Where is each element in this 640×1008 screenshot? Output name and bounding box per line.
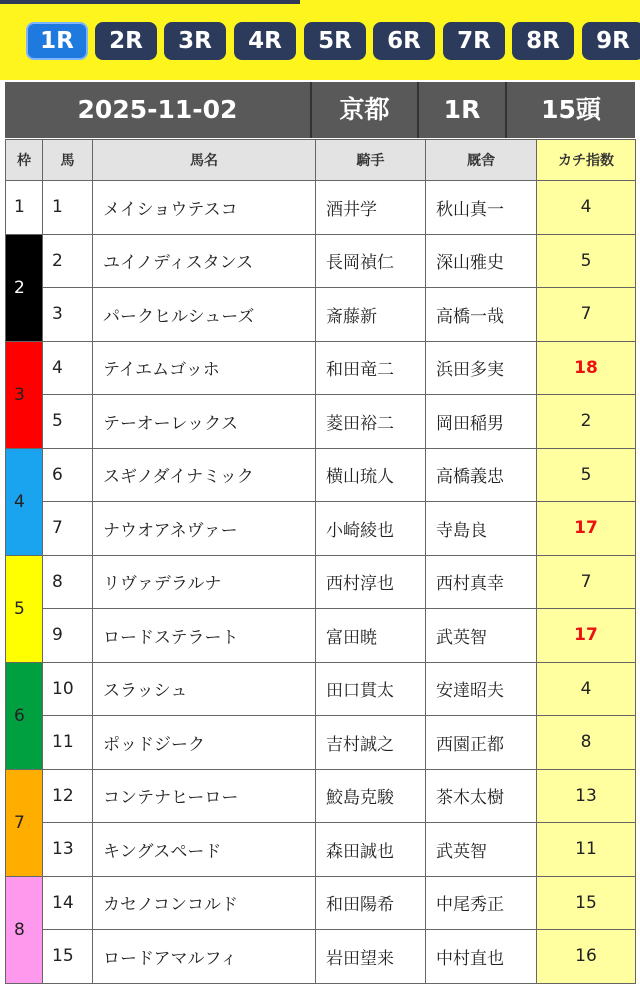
waku-cell: 4 xyxy=(6,448,43,555)
kachi-index-cell: 7 xyxy=(537,555,636,609)
kachi-index-cell: 8 xyxy=(537,716,636,770)
horse-number-cell: 7 xyxy=(43,502,93,556)
jockey-cell: 長岡禎仁 xyxy=(316,234,426,288)
trainer-cell: 深山雅史 xyxy=(426,234,537,288)
table-row[interactable] xyxy=(6,930,636,984)
table-header-row xyxy=(6,140,636,181)
horse-name-cell: ナウオアネヴァー xyxy=(93,502,316,556)
waku-cell: 1 xyxy=(6,181,43,235)
entries-body xyxy=(6,181,636,984)
kachi-index-cell: 17 xyxy=(537,609,636,663)
trainer-cell: 武英智 xyxy=(426,823,537,877)
kachi-index-cell: 13 xyxy=(537,769,636,823)
table-row[interactable] xyxy=(6,609,636,663)
race-tab-2r[interactable]: 2R xyxy=(95,22,157,60)
trainer-cell: 武英智 xyxy=(426,609,537,663)
table-row[interactable] xyxy=(6,341,636,395)
kachi-index-cell: 15 xyxy=(537,876,636,930)
horse-name-cell: テイエムゴッホ xyxy=(93,341,316,395)
race-venue: 京都 xyxy=(310,82,417,138)
jockey-cell: 西村淳也 xyxy=(316,555,426,609)
entries-table xyxy=(5,139,636,984)
horse-name-cell: カセノコンコルド xyxy=(93,876,316,930)
trainer-cell: 西園正都 xyxy=(426,716,537,770)
horse-name-cell: メイショウテスコ xyxy=(93,181,316,235)
horse-number-cell: 12 xyxy=(43,769,93,823)
table-row[interactable] xyxy=(6,395,636,449)
jockey-cell: 斎藤新 xyxy=(316,288,426,342)
horse-name-cell: ポッドジーク xyxy=(93,716,316,770)
trainer-cell: 中村直也 xyxy=(426,930,537,984)
horse-number-cell: 5 xyxy=(43,395,93,449)
table-row[interactable] xyxy=(6,448,636,502)
horse-number-cell: 15 xyxy=(43,930,93,984)
race-tab-bar xyxy=(0,0,640,80)
race-tab-5r[interactable]: 5R xyxy=(304,22,366,60)
horse-name-cell: コンテナヒーロー xyxy=(93,769,316,823)
horse-number-cell: 2 xyxy=(43,234,93,288)
waku-cell: 7 xyxy=(6,769,43,876)
trainer-cell: 高橋一哉 xyxy=(426,288,537,342)
table-row[interactable] xyxy=(6,502,636,556)
column-header-kachi-index: カチ指数 xyxy=(537,140,636,181)
horse-number-cell: 14 xyxy=(43,876,93,930)
jockey-cell: 富田暁 xyxy=(316,609,426,663)
kachi-index-cell: 5 xyxy=(537,448,636,502)
kachi-index-cell: 16 xyxy=(537,930,636,984)
trainer-cell: 浜田多実 xyxy=(426,341,537,395)
waku-cell: 2 xyxy=(6,234,43,341)
table-row[interactable] xyxy=(6,876,636,930)
trainer-cell: 秋山真一 xyxy=(426,181,537,235)
jockey-cell: 横山琉人 xyxy=(316,448,426,502)
jockey-cell: 和田竜二 xyxy=(316,341,426,395)
jockey-cell: 和田陽希 xyxy=(316,876,426,930)
table-row[interactable] xyxy=(6,555,636,609)
table-row[interactable] xyxy=(6,288,636,342)
tab-bar-top-line xyxy=(0,0,300,4)
horse-name-cell: スラッシュ xyxy=(93,662,316,716)
race-runner-count: 15頭 xyxy=(505,82,635,138)
trainer-cell: 茶木太樹 xyxy=(426,769,537,823)
waku-cell: 3 xyxy=(6,341,43,448)
horse-number-cell: 1 xyxy=(43,181,93,235)
race-tab-6r[interactable]: 6R xyxy=(373,22,435,60)
kachi-index-cell: 4 xyxy=(537,181,636,235)
race-date: 2025-11-02 xyxy=(77,95,238,124)
horse-number-cell: 9 xyxy=(43,609,93,663)
horse-number-cell: 13 xyxy=(43,823,93,877)
horse-number-cell: 10 xyxy=(43,662,93,716)
horse-number-cell: 8 xyxy=(43,555,93,609)
race-tab-8r[interactable]: 8R xyxy=(512,22,574,60)
kachi-index-cell: 17 xyxy=(537,502,636,556)
race-tab-4r[interactable]: 4R xyxy=(234,22,296,60)
horse-name-cell: パークヒルシューズ xyxy=(93,288,316,342)
trainer-cell: 中尾秀正 xyxy=(426,876,537,930)
trainer-cell: 西村真幸 xyxy=(426,555,537,609)
table-row[interactable] xyxy=(6,234,636,288)
jockey-cell: 鮫島克駿 xyxy=(316,769,426,823)
horse-number-cell: 6 xyxy=(43,448,93,502)
horse-number-cell: 11 xyxy=(43,716,93,770)
jockey-cell: 酒井学 xyxy=(316,181,426,235)
horse-number-cell: 4 xyxy=(43,341,93,395)
trainer-cell: 高橋義忠 xyxy=(426,448,537,502)
column-header-waku: 枠 xyxy=(6,140,43,181)
kachi-index-cell: 18 xyxy=(537,341,636,395)
race-tab-7r[interactable]: 7R xyxy=(443,22,505,60)
jockey-cell: 岩田望来 xyxy=(316,930,426,984)
table-row[interactable] xyxy=(6,769,636,823)
kachi-index-cell: 5 xyxy=(537,234,636,288)
jockey-cell: 森田誠也 xyxy=(316,823,426,877)
horse-name-cell: ロードステラート xyxy=(93,609,316,663)
column-header-horse-name: 馬名 xyxy=(93,140,316,181)
trainer-cell: 安達昭夫 xyxy=(426,662,537,716)
horse-name-cell: スギノダイナミック xyxy=(93,448,316,502)
waku-cell: 5 xyxy=(6,555,43,662)
race-info-header xyxy=(5,82,635,138)
column-header-number: 馬 xyxy=(43,140,93,181)
kachi-index-cell: 7 xyxy=(537,288,636,342)
race-tab-9r[interactable]: 9R xyxy=(582,22,640,60)
jockey-cell: 菱田裕二 xyxy=(316,395,426,449)
column-header-trainer: 厩舎 xyxy=(426,140,537,181)
column-header-jockey: 騎手 xyxy=(316,140,426,181)
race-tab-1r[interactable]: 1R xyxy=(26,22,88,60)
table-row[interactable] xyxy=(6,823,636,877)
trainer-cell: 岡田稲男 xyxy=(426,395,537,449)
jockey-cell: 吉村誠之 xyxy=(316,716,426,770)
horse-number-cell: 3 xyxy=(43,288,93,342)
horse-name-cell: テーオーレックス xyxy=(93,395,316,449)
horse-name-cell: ロードアマルフィ xyxy=(93,930,316,984)
waku-cell: 6 xyxy=(6,662,43,769)
jockey-cell: 小崎綾也 xyxy=(316,502,426,556)
jockey-cell: 田口貫太 xyxy=(316,662,426,716)
trainer-cell: 寺島良 xyxy=(426,502,537,556)
race-number: 1R xyxy=(417,82,505,138)
kachi-index-cell: 2 xyxy=(537,395,636,449)
horse-name-cell: リヴァデラルナ xyxy=(93,555,316,609)
waku-cell: 8 xyxy=(6,876,43,983)
kachi-index-cell: 4 xyxy=(537,662,636,716)
kachi-index-cell: 11 xyxy=(537,823,636,877)
table-row[interactable] xyxy=(6,181,636,235)
table-row[interactable] xyxy=(6,716,636,770)
race-tab-3r[interactable]: 3R xyxy=(164,22,226,60)
horse-name-cell: キングスペード xyxy=(93,823,316,877)
table-row[interactable] xyxy=(6,662,636,716)
horse-name-cell: ユイノディスタンス xyxy=(93,234,316,288)
